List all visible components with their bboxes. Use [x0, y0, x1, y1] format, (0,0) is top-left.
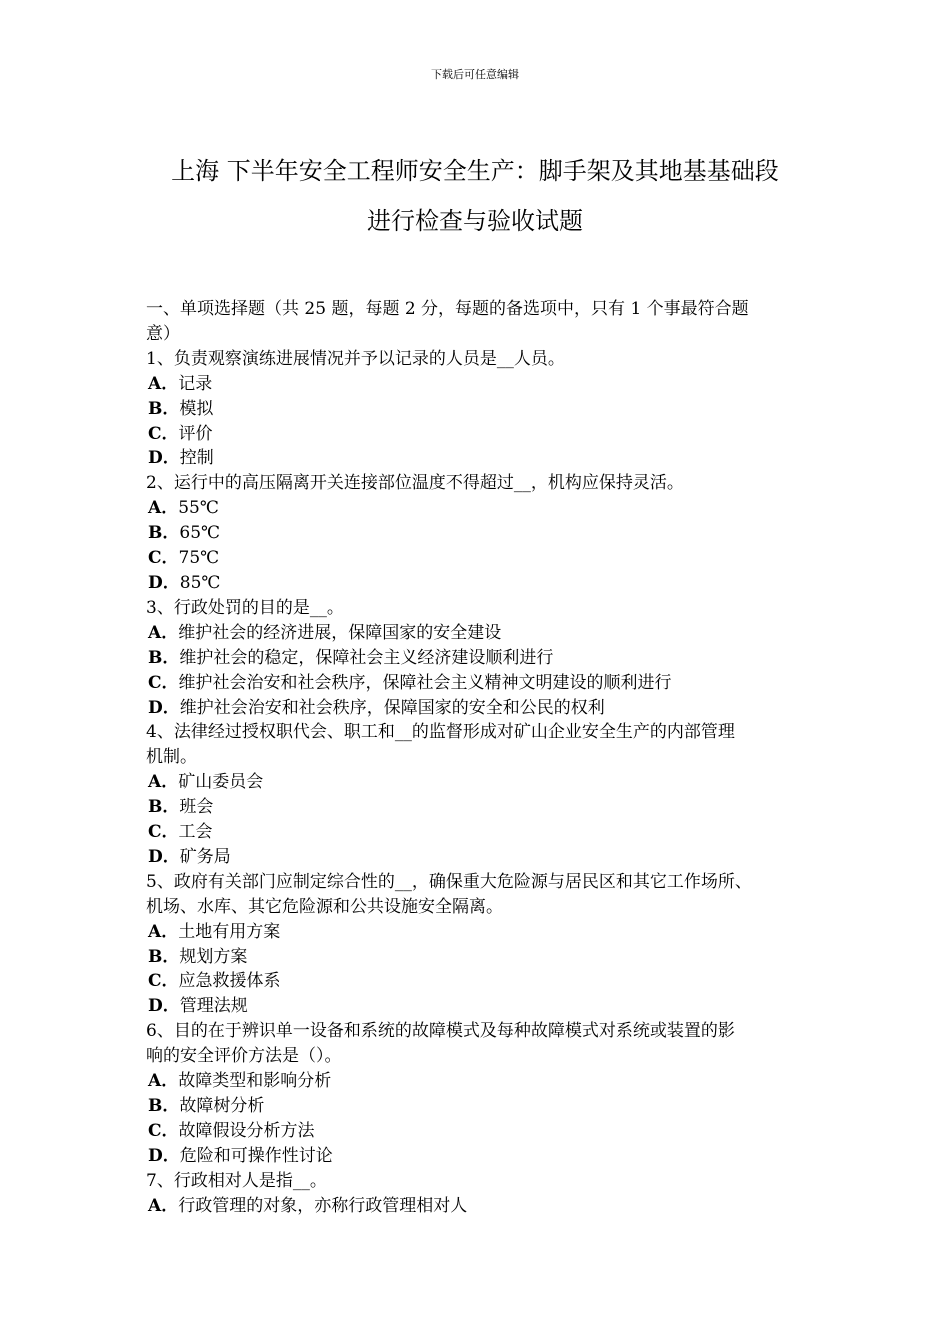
question-1	[146, 347, 826, 472]
answer-option	[146, 1144, 826, 1169]
option-letter: C．	[148, 971, 179, 992]
answer-option	[146, 621, 826, 646]
option-letter: B．	[148, 946, 180, 967]
title-line-1: 上海 下半年安全工程师安全生产：脚手架及其地基基础段	[171, 157, 779, 185]
answer-option	[146, 571, 826, 596]
option-text: 规划方案	[179, 946, 248, 967]
answer-option	[146, 820, 826, 845]
option-text: 55℃	[178, 498, 219, 519]
option-letter: D．	[148, 448, 180, 469]
option-letter: C．	[148, 423, 179, 444]
answer-option	[146, 1119, 826, 1144]
option-text: 维护社会治安和社会秩序，保障国家的安全和公民的权利	[179, 697, 605, 718]
option-letter: A．	[148, 1071, 179, 1092]
option-letter: A．	[148, 921, 179, 942]
answer-option	[146, 446, 826, 471]
option-text: 评价	[178, 423, 213, 444]
question-stem: 机场、水库、其它危险源和公共设施安全隔离。	[146, 896, 503, 917]
answer-option	[146, 795, 826, 820]
option-text: 75℃	[178, 548, 220, 569]
question-7	[146, 1169, 826, 1219]
question-5	[146, 870, 826, 1019]
option-text: 记录	[178, 373, 213, 394]
question-stem: 7、行政相对人是指__。	[146, 1170, 327, 1191]
answer-option	[146, 969, 826, 994]
question-stem: 6、目的在于辨识单一设备和系统的故障模式及每种故障模式对系统或装置的影	[146, 1021, 735, 1042]
option-letter: A．	[148, 622, 179, 643]
answer-option	[146, 397, 826, 422]
question-stem: 2、运行中的高压隔离开关连接部位温度不得超过__，机构应保持灵活。	[146, 473, 684, 494]
page-header-note: 下载后可任意编辑	[431, 68, 519, 81]
option-letter: B．	[148, 398, 180, 419]
questions-container	[146, 347, 826, 1219]
answer-option	[146, 422, 826, 447]
question-4	[146, 720, 826, 869]
option-letter: C．	[148, 548, 179, 569]
option-text: 维护社会的经济进展，保障国家的安全建设	[178, 622, 502, 643]
option-letter: C．	[148, 1120, 179, 1141]
option-text: 班会	[179, 797, 214, 818]
question-list	[146, 297, 826, 1219]
question-6	[146, 1019, 826, 1168]
question-stem: 3、行政处罚的目的是__。	[146, 597, 344, 618]
option-text: 危险和可操作性讨论	[179, 1145, 333, 1166]
option-text: 故障假设分析方法	[178, 1120, 315, 1141]
option-text: 维护社会治安和社会秩序，保障社会主义精神文明建设的顺利进行	[178, 672, 672, 693]
option-letter: B．	[148, 1096, 180, 1116]
option-letter: D．	[148, 1145, 180, 1166]
option-text: 故障树分析	[179, 1096, 265, 1116]
option-letter: B．	[148, 797, 180, 818]
answer-option	[146, 1069, 826, 1094]
answer-option	[146, 372, 826, 397]
answer-option	[146, 1194, 826, 1219]
option-letter: C．	[148, 672, 179, 693]
option-letter: D．	[148, 572, 180, 593]
option-letter: B．	[148, 647, 180, 668]
option-text: 控制	[179, 448, 214, 469]
answer-option	[146, 496, 826, 521]
option-text: 土地有用方案	[178, 921, 281, 942]
document-title	[60, 146, 890, 246]
option-letter: A．	[148, 498, 179, 519]
option-text: 维护社会的稳定，保障社会主义经济建设顺利进行	[179, 647, 554, 668]
option-text: 管理法规	[179, 996, 248, 1017]
answer-option	[146, 671, 826, 696]
answer-option	[146, 546, 826, 571]
question-stem: 4、法律经过授权职代会、职工和__的监督形成对矿山企业安全生产的内部管理	[146, 722, 735, 743]
question-stem: 响的安全评价方法是（）。	[146, 1046, 342, 1067]
answer-option	[146, 770, 826, 795]
option-letter: B．	[148, 523, 180, 544]
question-stem: 机制。	[146, 747, 197, 768]
answer-option	[146, 521, 826, 546]
option-text: 工会	[178, 822, 213, 843]
option-letter: A．	[148, 772, 179, 793]
option-letter: D．	[148, 697, 180, 718]
option-text: 应急救援体系	[178, 971, 281, 992]
option-letter: D．	[148, 846, 180, 867]
option-text: 模拟	[179, 398, 214, 419]
option-letter: A．	[148, 373, 179, 394]
section-heading-line-2: 意）	[146, 323, 180, 344]
question-stem: 1、负责观察演练进展情况并予以记录的人员是__人员。	[146, 348, 565, 369]
question-stem: 5、政府有关部门应制定综合性的__，确保重大危险源与居民区和其它工作场所、	[146, 871, 752, 892]
option-text: 行政管理的对象，亦称行政管理相对人	[178, 1195, 468, 1216]
answer-option	[146, 646, 826, 671]
answer-option	[146, 696, 826, 721]
option-text: 矿务局	[179, 846, 231, 867]
answer-option	[146, 920, 826, 945]
answer-option	[146, 945, 826, 970]
option-text: 故障类型和影响分析	[178, 1071, 332, 1092]
option-letter: C．	[148, 822, 179, 843]
option-text: 矿山委员会	[178, 772, 264, 793]
question-3	[146, 596, 826, 721]
option-letter: D．	[148, 996, 180, 1017]
answer-option	[146, 1094, 826, 1119]
section-heading-line-1: 一、单项选择题（共 25 题，每题 2 分，每题的备选项中，只有 1 个事最符合题	[146, 299, 749, 319]
answer-option	[146, 994, 826, 1019]
option-letter: A．	[148, 1195, 179, 1216]
answer-option	[146, 845, 826, 870]
question-2	[146, 471, 826, 596]
title-line-2: 进行检查与验收试题	[367, 207, 583, 235]
option-text: 65℃	[179, 523, 221, 544]
option-text: 85℃	[179, 572, 221, 593]
